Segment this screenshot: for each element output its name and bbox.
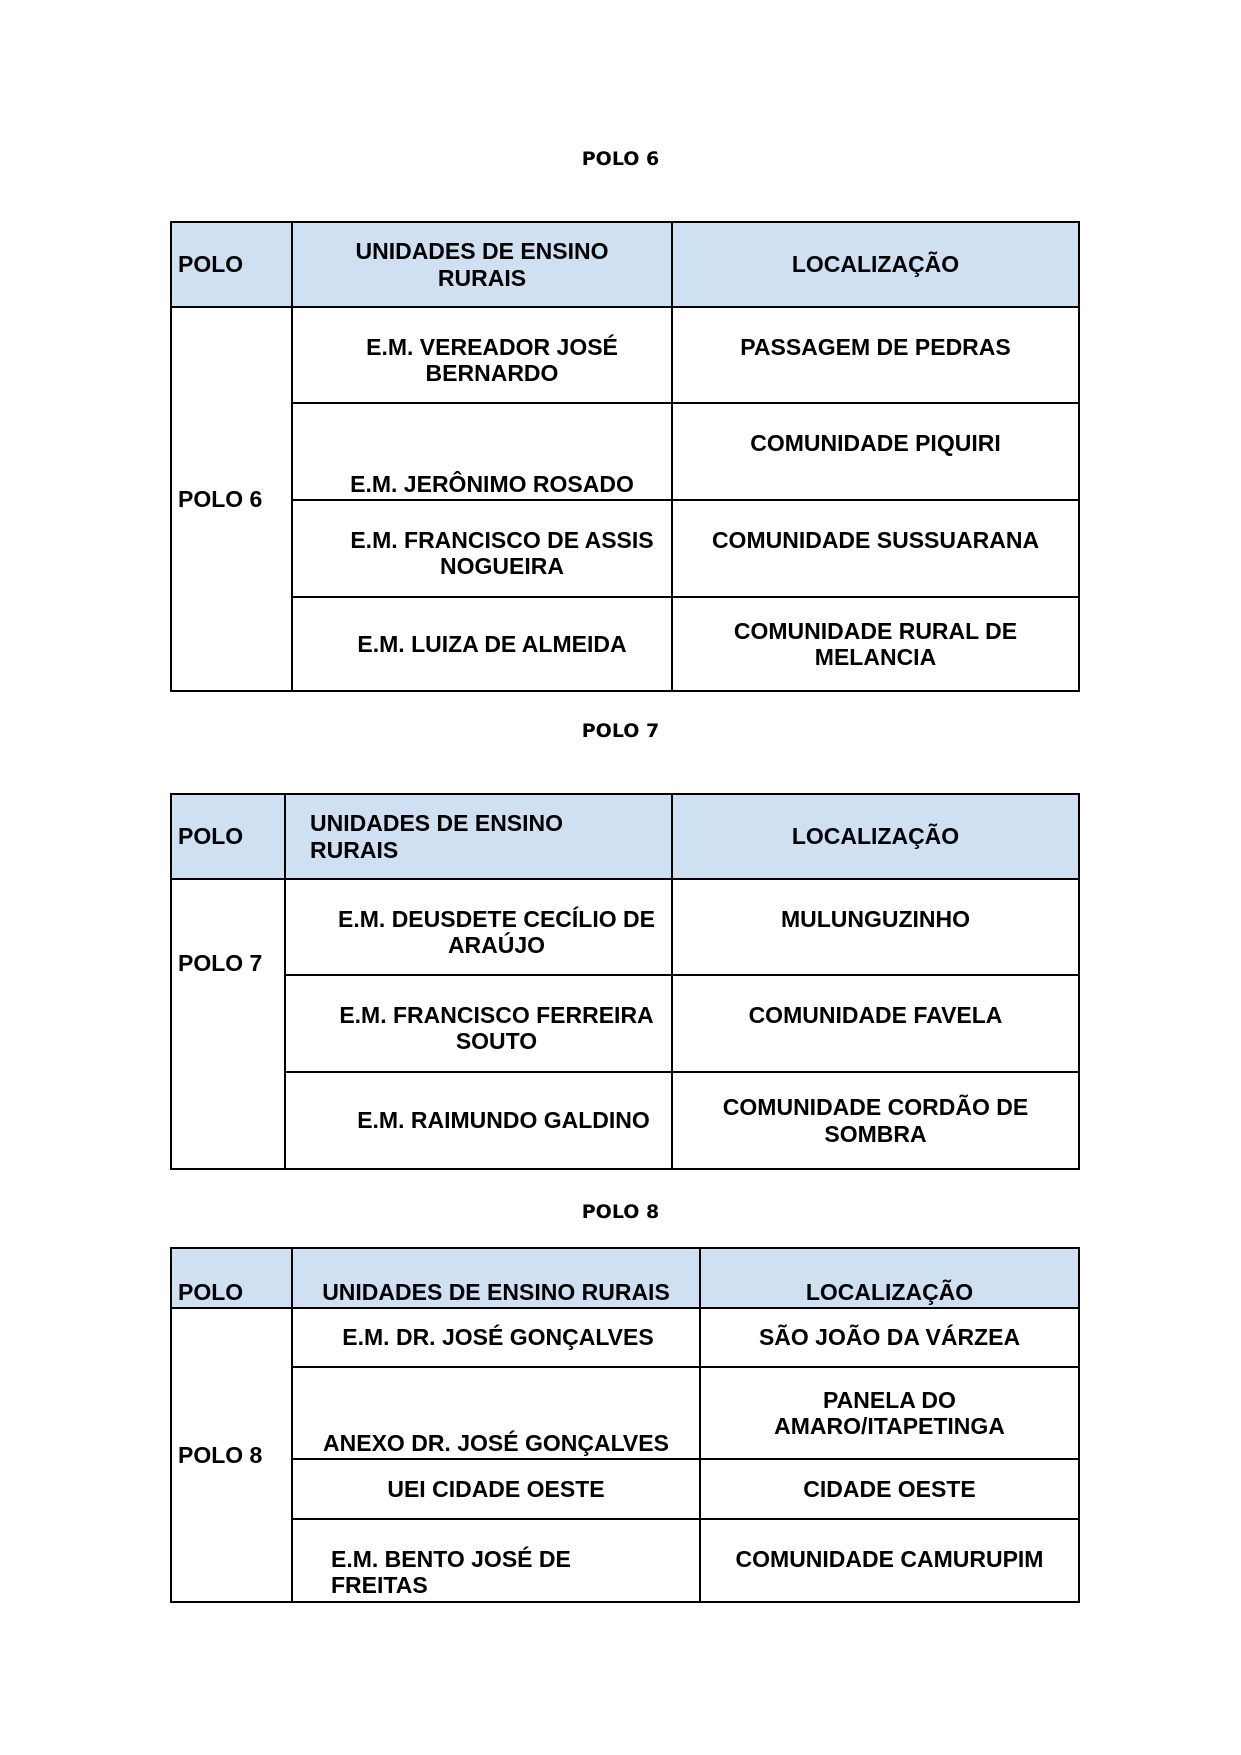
polo-cell: POLO 8	[171, 1308, 292, 1602]
school-cell: E.M. RAIMUNDO GALDINO	[285, 1072, 672, 1169]
header-localizacao: LOCALIZAÇÃO	[700, 1248, 1079, 1308]
table-row	[171, 597, 1079, 691]
table-row	[171, 1072, 1079, 1169]
location-cell: COMUNIDADE RURAL DE MELANCIA	[672, 597, 1079, 691]
location-cell: COMUNIDADE CAMURUPIM	[700, 1519, 1079, 1602]
school-cell: E.M. DEUSDETE CECÍLIO DE ARAÚJO	[285, 879, 672, 975]
header-localizacao: LOCALIZAÇÃO	[672, 222, 1079, 307]
table-row	[171, 403, 1079, 500]
table-row	[171, 975, 1079, 1072]
table-row	[171, 1519, 1079, 1602]
section-title-polo8: POLO 8	[581, 1201, 660, 1223]
school-cell: E.M. DR. JOSÉ GONÇALVES	[292, 1308, 700, 1367]
table-row	[171, 1459, 1079, 1519]
table-row	[171, 307, 1079, 403]
header-polo: POLO	[171, 222, 292, 307]
location-cell: COMUNIDADE FAVELA	[672, 975, 1079, 1072]
table-row	[171, 879, 1079, 975]
table-polo7	[170, 793, 1080, 1170]
school-cell: UEI CIDADE OESTE	[292, 1459, 700, 1519]
polo-cell: POLO 7	[171, 879, 285, 1169]
location-cell: CIDADE OESTE	[700, 1459, 1079, 1519]
school-cell: E.M. JERÔNIMO ROSADO	[292, 403, 672, 500]
location-cell: SÃO JOÃO DA VÁRZEA	[700, 1308, 1079, 1367]
school-cell: E.M. BENTO JOSÉ DE FREITAS	[292, 1519, 700, 1602]
header-polo: POLO	[171, 1248, 292, 1308]
location-cell: PASSAGEM DE PEDRAS	[672, 307, 1079, 403]
school-cell: E.M. VEREADOR JOSÉ BERNARDO	[292, 307, 672, 403]
school-cell: E.M. LUIZA DE ALMEIDA	[292, 597, 672, 691]
location-cell: MULUNGUZINHO	[672, 879, 1079, 975]
table-row	[171, 500, 1079, 597]
header-polo: POLO	[171, 794, 285, 879]
location-cell: PANELA DO AMARO/ITAPETINGA	[700, 1367, 1079, 1459]
location-cell: COMUNIDADE SUSSUARANA	[672, 500, 1079, 597]
table-row	[171, 1367, 1079, 1459]
school-cell: E.M. FRANCISCO FERREIRA SOUTO	[285, 975, 672, 1072]
school-cell: E.M. FRANCISCO DE ASSIS NOGUEIRA	[292, 500, 672, 597]
location-cell: COMUNIDADE PIQUIRI	[672, 403, 1079, 500]
section-title-polo6: POLO 6	[581, 148, 660, 170]
section-title-polo7: POLO 7	[581, 720, 660, 742]
school-cell: ANEXO DR. JOSÉ GONÇALVES	[292, 1367, 700, 1459]
header-unidades: UNIDADES DE ENSINO RURAIS	[292, 222, 672, 307]
table-row	[171, 1308, 1079, 1367]
location-cell: COMUNIDADE CORDÃO DE SOMBRA	[672, 1072, 1079, 1169]
table-polo6	[170, 221, 1080, 692]
header-unidades: UNIDADES DE ENSINO RURAIS	[285, 794, 672, 879]
header-unidades: UNIDADES DE ENSINO RURAIS	[292, 1248, 700, 1308]
header-localizacao: LOCALIZAÇÃO	[672, 794, 1079, 879]
table-polo8	[170, 1247, 1080, 1603]
polo-cell: POLO 6	[171, 307, 292, 691]
